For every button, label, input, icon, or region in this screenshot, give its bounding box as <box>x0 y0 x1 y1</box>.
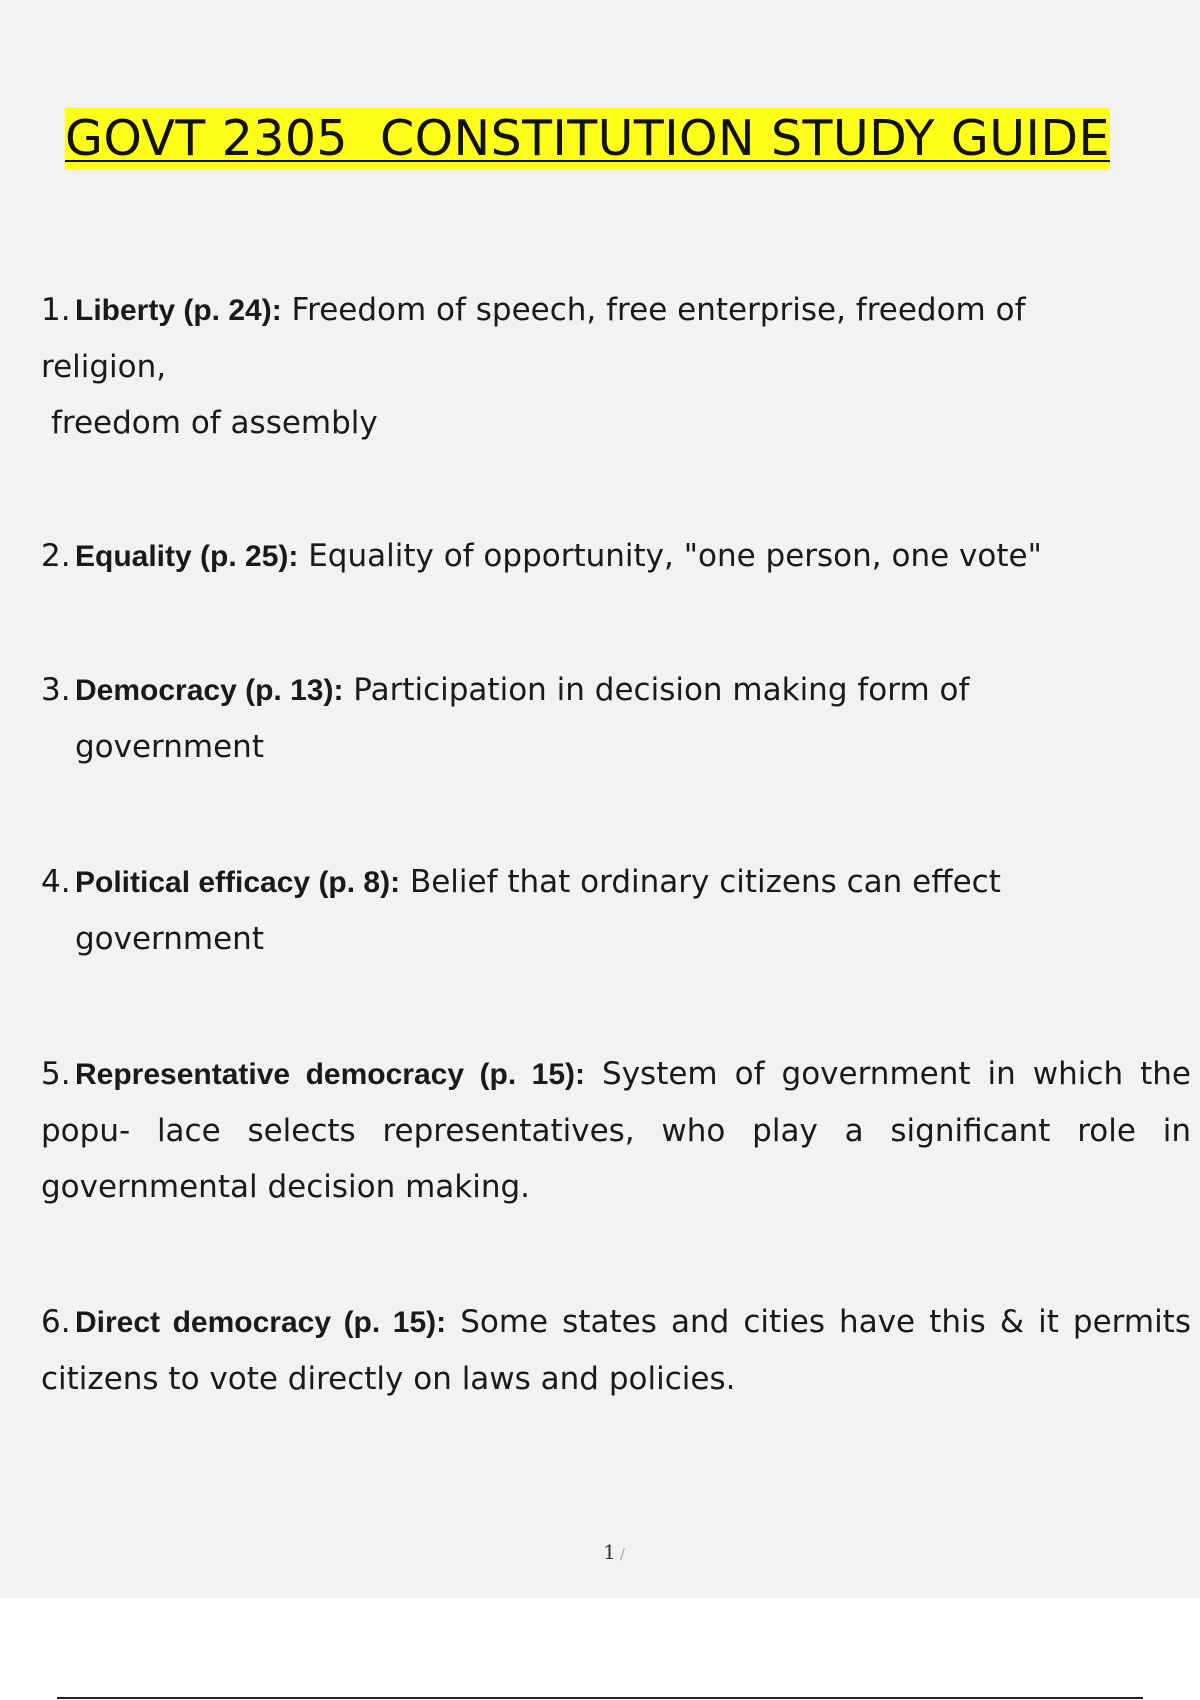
list-item-number: 2. <box>41 538 71 574</box>
list-item-definition: Belief that ordinary citizens can effect <box>400 864 1001 900</box>
list-item-line: religion, <box>41 349 167 385</box>
title-container <box>65 108 1171 170</box>
list-item-democracy <box>41 662 1191 775</box>
list-item-line: citizens to vote directly on laws and policies. <box>41 1361 736 1397</box>
list-item-first-line <box>41 854 1191 911</box>
list-item-definition: Equality of opportunity, "one person, one vote" <box>298 538 1042 574</box>
list-item-first-line <box>41 1294 1191 1351</box>
list-item-term: Political efficacy (p. 8): <box>75 866 401 899</box>
list-item-term: Liberty (p. 24): <box>75 294 282 327</box>
list-item-political-efficacy <box>41 854 1191 967</box>
list-item-number: 1. <box>41 292 71 328</box>
page-number: 1 <box>603 1540 616 1564</box>
list-item-definition: Freedom of speech, free enterprise, freedom of <box>281 292 1026 328</box>
list-item-line: freedom of assembly <box>51 405 378 441</box>
list-item-number: 4. <box>41 864 71 900</box>
list-item-definition: Some states and cities have this & it permits <box>446 1304 1191 1340</box>
next-page-top-rule <box>57 1697 1143 1699</box>
list-item-definition: Participation in decision making form of <box>343 672 970 708</box>
list-item-first-line <box>41 662 1191 719</box>
list-item-line: popu- lace selects representatives, who play a significant role in <box>41 1113 1191 1149</box>
list-item-number: 6. <box>41 1304 71 1340</box>
list-item-equality <box>41 528 1191 585</box>
list-item-direct-democracy <box>41 1294 1191 1407</box>
list-item-term: Democracy (p. 13): <box>75 674 344 707</box>
list-item-first-line <box>41 528 1191 585</box>
list-item-term: Direct democracy (p. 15): <box>75 1306 447 1339</box>
list-item-line: government <box>75 921 264 957</box>
list-item-number: 5. <box>41 1056 71 1092</box>
list-item-line: government <box>75 729 264 765</box>
list-item-line: governmental decision making. <box>41 1169 531 1205</box>
page-number-footer <box>0 1540 1200 1564</box>
list-item-first-line <box>41 282 1191 339</box>
page-title: GOVT 2305 CONSTITUTION STUDY GUIDE <box>65 108 1110 170</box>
list-item-term: Representative democracy (p. 15): <box>75 1058 586 1091</box>
list-item-representative-democracy <box>41 1046 1191 1215</box>
list-item-term: Equality (p. 25): <box>75 540 299 573</box>
list-item-first-line <box>41 1046 1191 1103</box>
list-item-liberty <box>41 282 1191 451</box>
list-item-number: 3. <box>41 672 71 708</box>
page-number-separator: / <box>619 1545 625 1563</box>
list-item-definition: System of government in which the <box>585 1056 1191 1092</box>
